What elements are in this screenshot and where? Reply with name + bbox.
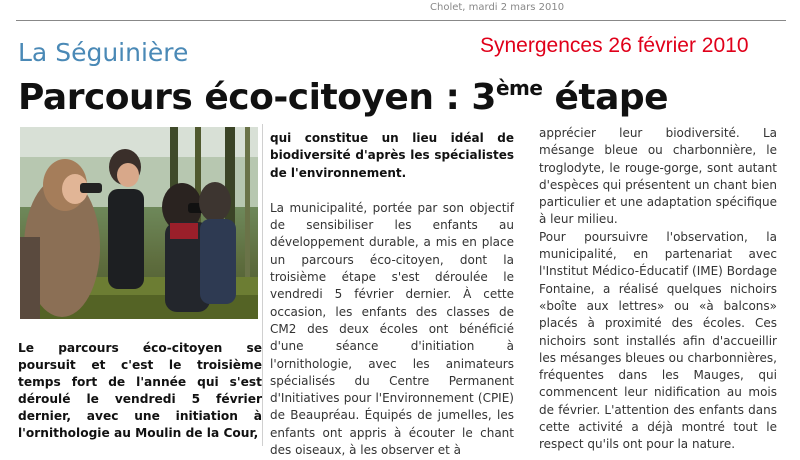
column3-paragraph-2: Pour poursuivre l'observation, la municipalité, en partenariat avec l'Institut Médico-Éducatif (IME) Bordage Fontaine, a réalisé quelques nichoirs «boîte aux lettres» ou «à balcons» placés à proximité des écoles. Ces nichoirs sont installés afin d'accueillir les mésanges bleues ou charbonnières, fréquentes dans les Mauges, qui commencent leur nidification au mois de février. L'attention des enfants dans cette activité a déjà montré tout le respect qu'ils ont pour la nature. [539, 229, 777, 452]
photo-illustration [20, 127, 258, 319]
article-headline [18, 76, 668, 118]
article-lead: Le parcours éco-citoyen se poursuit et c'est le troisième temps fort de l'année qui s'est déroulé le vendredi 5 février dernier, avec une initiation à l'ornithologie au Moulin de la Cour, [18, 341, 262, 440]
column3-paragraph-1: apprécier leur biodiversité. La mésange bleue ou charbonnière, le troglodyte, le rouge-gorge, sont autant d'espèces qui présentent un chant bien particulier et une adaptation spécifique à leur milieu. [539, 126, 777, 227]
column2-body: La municipalité, portée par son objectif de sensibiliser les enfants au développement durable, a mis en place un parcours éco-citoyen, dont la troisième étape s'est déroulée le vendredi 5 février dernier. À cette occasion, les enfants des classes de CM2 des deux écoles ont bénéficié d'une séance d'initiation à l'ornithologie, avec les animateurs spécialisés du Centre Permanent d'Initiatives pour l'Environnement (CPIE) de Beaupréau. Équipés de jumelles, les enfants ont appris à écouter le chant des oiseaux, à les observer et à [270, 200, 514, 458]
top-clipped-text: Cholet, mardi 2 mars 2010 [430, 2, 565, 13]
column2-intro: qui constitue un lieu idéal de biodiversité d'après les spécialistes de l'environnement. [270, 131, 514, 180]
headline-tail: étape [542, 77, 669, 118]
article-column-2 [270, 130, 514, 459]
top-divider [16, 20, 786, 21]
headline-superscript: ème [495, 76, 543, 100]
column-divider [262, 124, 263, 446]
article-photo [20, 127, 258, 319]
source-date: Synergences 26 février 2010 [480, 34, 749, 57]
article-column-3 [539, 125, 777, 454]
headline-main: Parcours éco-citoyen : 3 [18, 77, 496, 118]
section-label: La Séguinière [18, 38, 189, 67]
